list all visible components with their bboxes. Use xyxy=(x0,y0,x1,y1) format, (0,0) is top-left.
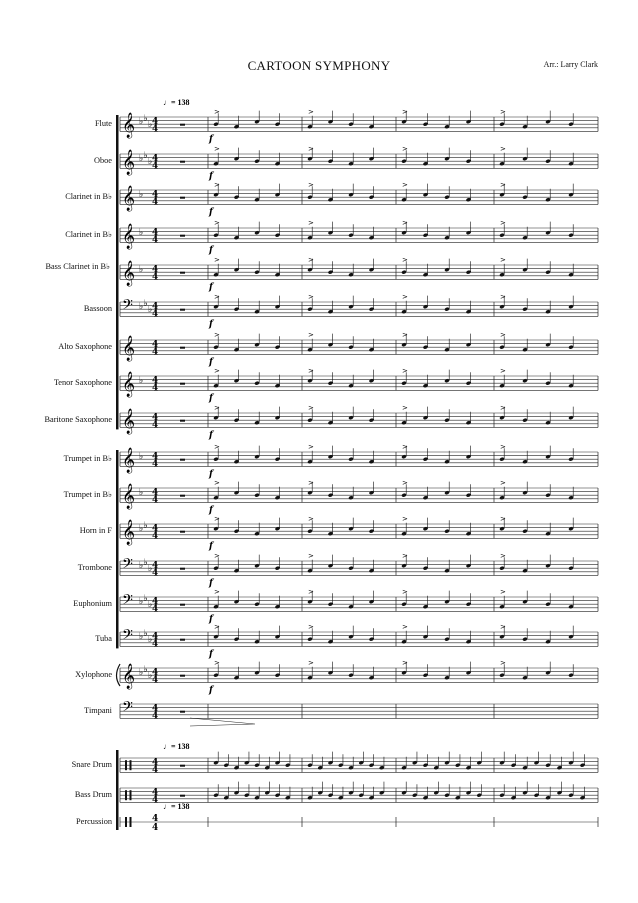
accent-mark: > xyxy=(402,219,408,227)
whole-rest-icon xyxy=(180,383,185,385)
whole-rest-icon xyxy=(180,795,185,797)
accent-mark: > xyxy=(500,479,506,487)
time-signature: 4 xyxy=(152,190,159,200)
accent-mark: > xyxy=(402,588,408,596)
accent-mark: > xyxy=(402,659,408,667)
instrument-label: Horn in F xyxy=(79,526,112,536)
dynamic-marking: f xyxy=(209,319,213,330)
flat-icon: ♭ xyxy=(143,629,148,639)
time-signature: 4 xyxy=(152,347,159,358)
staff xyxy=(120,588,598,624)
accent-mark: > xyxy=(308,181,314,189)
percussion-clef-icon xyxy=(125,817,127,827)
treble-clef-icon: 𝄞 xyxy=(122,664,136,689)
accent-mark: > xyxy=(500,181,506,189)
accent-mark: > xyxy=(308,219,314,227)
time-signature: 4 xyxy=(152,117,159,127)
whole-rest-icon xyxy=(180,675,185,677)
treble-clef-icon: 𝄞 xyxy=(122,409,136,434)
accent-mark: > xyxy=(308,552,314,560)
flat-icon: ♭ xyxy=(143,594,148,604)
staff xyxy=(120,219,598,255)
staff xyxy=(120,108,598,144)
whole-rest-icon xyxy=(180,347,185,349)
percussion-clef-icon xyxy=(125,760,127,770)
accent-mark: > xyxy=(500,552,506,560)
bass-clef-icon: 𝄢 xyxy=(122,297,133,317)
accent-mark: > xyxy=(308,515,314,523)
whole-rest-icon xyxy=(180,711,185,713)
staff xyxy=(120,479,598,515)
percussion-clef-icon xyxy=(130,760,132,770)
accent-mark: > xyxy=(500,145,506,153)
staff xyxy=(120,367,598,403)
dynamic-marking: f xyxy=(209,357,213,368)
accent-mark: > xyxy=(214,256,220,264)
accent-mark: > xyxy=(214,552,220,560)
whole-rest-icon xyxy=(180,124,185,126)
accent-mark: > xyxy=(214,108,220,116)
accent-mark: > xyxy=(500,404,506,412)
treble-clef-icon: 𝄞 xyxy=(122,186,136,211)
flat-icon: ♭ xyxy=(139,488,144,498)
accent-mark: > xyxy=(308,659,314,667)
crescendo-hairpin xyxy=(190,718,255,726)
staff xyxy=(120,256,598,292)
percussion-clef-icon xyxy=(125,790,127,800)
time-signature: 4 xyxy=(152,413,159,423)
time-signature: 4 xyxy=(152,632,159,642)
treble-clef-icon: 𝄞 xyxy=(122,520,136,545)
accent-mark: > xyxy=(402,552,408,560)
accent-mark: > xyxy=(308,479,314,487)
treble-clef-icon: 𝄞 xyxy=(122,150,136,175)
staff xyxy=(120,145,598,181)
flat-icon: ♭ xyxy=(139,302,144,312)
accent-mark: > xyxy=(308,623,314,631)
accent-mark: > xyxy=(500,108,506,116)
time-signature: 4 xyxy=(152,668,159,678)
tempo-marking: ♩= 138 xyxy=(163,98,190,107)
whole-rest-icon xyxy=(180,531,185,533)
time-signature: 4 xyxy=(152,340,159,350)
accent-mark: > xyxy=(500,367,506,375)
flat-icon: ♭ xyxy=(143,665,148,675)
time-signature: 4 xyxy=(152,788,159,798)
instrument-label: Bass Drum xyxy=(74,790,112,800)
instrument-label: Alto Saxophone xyxy=(58,342,112,352)
whole-rest-icon xyxy=(180,309,185,311)
woodwind-bracket xyxy=(116,115,119,429)
staff xyxy=(120,814,598,833)
time-signature: 4 xyxy=(152,235,159,246)
accent-mark: > xyxy=(500,293,506,301)
flat-icon: ♭ xyxy=(139,452,144,462)
flat-icon: ♭ xyxy=(143,558,148,568)
bass-clef-icon: 𝄢 xyxy=(122,627,133,647)
accent-mark: > xyxy=(308,256,314,264)
treble-clef-icon: 𝄞 xyxy=(122,261,136,286)
dynamic-marking: f xyxy=(209,171,213,182)
time-signature: 4 xyxy=(152,124,159,135)
whole-rest-icon xyxy=(180,197,185,199)
instrument-label: Tenor Saxophone xyxy=(53,378,112,388)
flat-icon: ♭ xyxy=(143,114,148,124)
instrument-label: Trumpet in B♭ xyxy=(63,454,112,464)
accent-mark: > xyxy=(214,659,220,667)
accent-mark: > xyxy=(214,479,220,487)
treble-clef-icon: 𝄞 xyxy=(122,113,136,138)
time-signature: 4 xyxy=(152,309,159,320)
accent-mark: > xyxy=(402,293,408,301)
flat-icon: ♭ xyxy=(139,632,144,642)
accent-mark: > xyxy=(500,659,506,667)
accent-mark: > xyxy=(500,515,506,523)
whole-rest-icon xyxy=(180,568,185,570)
whole-rest-icon xyxy=(180,459,185,461)
accent-mark: > xyxy=(500,256,506,264)
arranger-credit: Arr.: Larry Clark xyxy=(543,60,598,69)
time-signature: 4 xyxy=(152,814,159,824)
flat-icon: ♭ xyxy=(139,228,144,238)
dynamic-marking: f xyxy=(209,685,213,696)
flat-icon: ♭ xyxy=(148,120,153,130)
accent-mark: > xyxy=(402,145,408,153)
staff xyxy=(120,404,598,440)
instrument-label: Xylophone xyxy=(75,670,112,680)
flat-icon: ♭ xyxy=(148,635,153,645)
dynamic-marking: f xyxy=(209,649,213,660)
accent-mark: > xyxy=(214,443,220,451)
accent-mark: > xyxy=(402,443,408,451)
flat-icon: ♭ xyxy=(148,157,153,167)
whole-rest-icon xyxy=(180,272,185,274)
flat-icon: ♭ xyxy=(139,376,144,386)
staff xyxy=(120,181,598,217)
instrument-label: Percussion xyxy=(76,817,112,826)
instrument-label: Bassoon xyxy=(83,304,112,314)
accent-mark: > xyxy=(308,404,314,412)
flat-icon: ♭ xyxy=(139,597,144,607)
time-signature: 4 xyxy=(152,265,159,275)
staff xyxy=(120,659,598,695)
accent-mark: > xyxy=(402,404,408,412)
whole-rest-icon xyxy=(180,161,185,163)
time-signature: 4 xyxy=(152,383,159,394)
flat-icon: ♭ xyxy=(139,154,144,164)
flat-icon: ♭ xyxy=(139,561,144,571)
time-signature: 4 xyxy=(152,495,159,506)
instrument-label: Flute xyxy=(94,119,112,129)
dynamic-marking: f xyxy=(209,207,213,218)
xylophone-brace xyxy=(117,664,121,686)
accent-mark: > xyxy=(308,293,314,301)
flat-icon: ♭ xyxy=(148,305,153,315)
accent-mark: > xyxy=(214,623,220,631)
instrument-label: Trombone xyxy=(77,563,112,573)
instrument-label: Clarinet in B♭ xyxy=(65,230,112,240)
tempo-marking: ♩= 138 xyxy=(163,802,190,811)
accent-mark: > xyxy=(500,331,506,339)
time-signature: 4 xyxy=(152,488,159,498)
instrument-label: Bass Clarinet in B♭ xyxy=(45,262,110,272)
whole-rest-icon xyxy=(180,639,185,641)
staff xyxy=(120,752,598,776)
flat-icon: ♭ xyxy=(143,151,148,161)
whole-rest-icon xyxy=(180,604,185,606)
time-signature: 4 xyxy=(152,228,159,238)
time-signature: 4 xyxy=(152,597,159,607)
staff xyxy=(120,782,598,806)
flat-icon: ♭ xyxy=(148,564,153,574)
treble-clef-icon: 𝄞 xyxy=(122,484,136,509)
time-signature: 4 xyxy=(152,420,159,431)
time-signature: 4 xyxy=(152,604,159,615)
whole-rest-icon xyxy=(180,495,185,497)
time-signature: 4 xyxy=(152,272,159,283)
flat-icon: ♭ xyxy=(143,299,148,309)
instrument-label: Oboe xyxy=(94,156,112,166)
time-signature: 4 xyxy=(152,561,159,571)
dynamic-marking: f xyxy=(209,430,213,441)
accent-mark: > xyxy=(214,515,220,523)
time-signature: 4 xyxy=(152,531,159,542)
dynamic-marking: f xyxy=(209,614,213,625)
accent-mark: > xyxy=(214,219,220,227)
accent-mark: > xyxy=(402,256,408,264)
dynamic-marking: f xyxy=(209,578,213,589)
staff xyxy=(120,552,598,588)
whole-rest-icon xyxy=(180,765,185,767)
accent-mark: > xyxy=(214,181,220,189)
staff xyxy=(120,515,598,551)
time-signature: 4 xyxy=(152,302,159,312)
instrument-label: Clarinet in B♭ xyxy=(65,192,112,202)
tempo-marking: ♩= 138 xyxy=(163,742,190,751)
percussion-clef-icon xyxy=(130,790,132,800)
accent-mark: > xyxy=(308,145,314,153)
accent-mark: > xyxy=(214,404,220,412)
accent-mark: > xyxy=(402,367,408,375)
dynamic-marking: f xyxy=(209,469,213,480)
score-title: CARTOON SYMPHONY xyxy=(247,58,391,73)
accent-mark: > xyxy=(308,588,314,596)
percussion-clef-icon xyxy=(130,817,132,827)
accent-mark: > xyxy=(500,443,506,451)
accent-mark: > xyxy=(308,108,314,116)
bass-clef-icon: 𝄢 xyxy=(122,592,133,612)
treble-clef-icon: 𝄞 xyxy=(122,336,136,361)
accent-mark: > xyxy=(214,331,220,339)
time-signature: 4 xyxy=(152,711,159,722)
flat-icon: ♭ xyxy=(139,668,144,678)
flat-icon: ♭ xyxy=(148,671,153,681)
treble-clef-icon: 𝄞 xyxy=(122,372,136,397)
dynamic-marking: f xyxy=(209,245,213,256)
dynamic-marking: f xyxy=(209,393,213,404)
time-signature: 4 xyxy=(152,568,159,579)
whole-rest-icon xyxy=(180,420,185,422)
time-signature: 4 xyxy=(152,197,159,208)
time-signature: 4 xyxy=(152,154,159,164)
time-signature: 4 xyxy=(152,459,159,470)
accent-mark: > xyxy=(308,367,314,375)
flat-icon: ♭ xyxy=(139,524,144,534)
accent-mark: > xyxy=(402,515,408,523)
accent-mark: > xyxy=(402,108,408,116)
instrument-label: Euphonium xyxy=(73,599,112,609)
percussion-bracket xyxy=(116,750,119,830)
accent-mark: > xyxy=(402,181,408,189)
dynamic-marking: f xyxy=(209,541,213,552)
staff xyxy=(120,293,598,329)
accent-mark: > xyxy=(402,623,408,631)
flat-icon: ♭ xyxy=(139,117,144,127)
whole-rest-icon xyxy=(180,235,185,237)
time-signature: 4 xyxy=(152,758,159,768)
time-signature: 4 xyxy=(152,452,159,462)
time-signature: 4 xyxy=(152,376,159,386)
treble-clef-icon: 𝄞 xyxy=(122,224,136,249)
accent-mark: > xyxy=(308,443,314,451)
treble-clef-icon: 𝄞 xyxy=(122,448,136,473)
time-signature: 4 xyxy=(152,639,159,650)
accent-mark: > xyxy=(402,479,408,487)
dynamic-marking: f xyxy=(209,505,213,516)
accent-mark: > xyxy=(500,588,506,596)
accent-mark: > xyxy=(214,293,220,301)
flat-icon: ♭ xyxy=(139,265,144,275)
time-signature: 4 xyxy=(152,823,159,833)
instrument-label: Timpani xyxy=(84,706,112,716)
instrument-label: Snare Drum xyxy=(71,760,112,770)
instrument-label: Baritone Saxophone xyxy=(44,415,112,425)
time-signature: 4 xyxy=(152,161,159,172)
flat-icon: ♭ xyxy=(143,521,148,531)
staff xyxy=(120,443,598,479)
accent-mark: > xyxy=(402,331,408,339)
time-signature: 4 xyxy=(152,765,159,776)
instrument-label: Trumpet in B♭ xyxy=(63,490,112,500)
flat-icon: ♭ xyxy=(139,190,144,200)
dynamic-marking: f xyxy=(209,134,213,145)
dynamic-marking: f xyxy=(209,282,213,293)
staff xyxy=(120,623,598,659)
time-signature: 4 xyxy=(152,704,159,714)
accent-mark: > xyxy=(500,623,506,631)
time-signature: 4 xyxy=(152,795,159,806)
brass-bracket xyxy=(116,450,119,648)
bass-clef-icon: 𝄢 xyxy=(122,556,133,576)
time-signature: 4 xyxy=(152,524,159,534)
flat-icon: ♭ xyxy=(148,600,153,610)
accent-mark: > xyxy=(214,367,220,375)
accent-mark: > xyxy=(214,588,220,596)
accent-mark: > xyxy=(500,219,506,227)
accent-mark: > xyxy=(308,331,314,339)
staff xyxy=(120,331,598,367)
accent-mark: > xyxy=(214,145,220,153)
bass-clef-icon: 𝄢 xyxy=(122,699,133,719)
time-signature: 4 xyxy=(152,675,159,686)
instrument-label: Tuba xyxy=(95,634,112,644)
